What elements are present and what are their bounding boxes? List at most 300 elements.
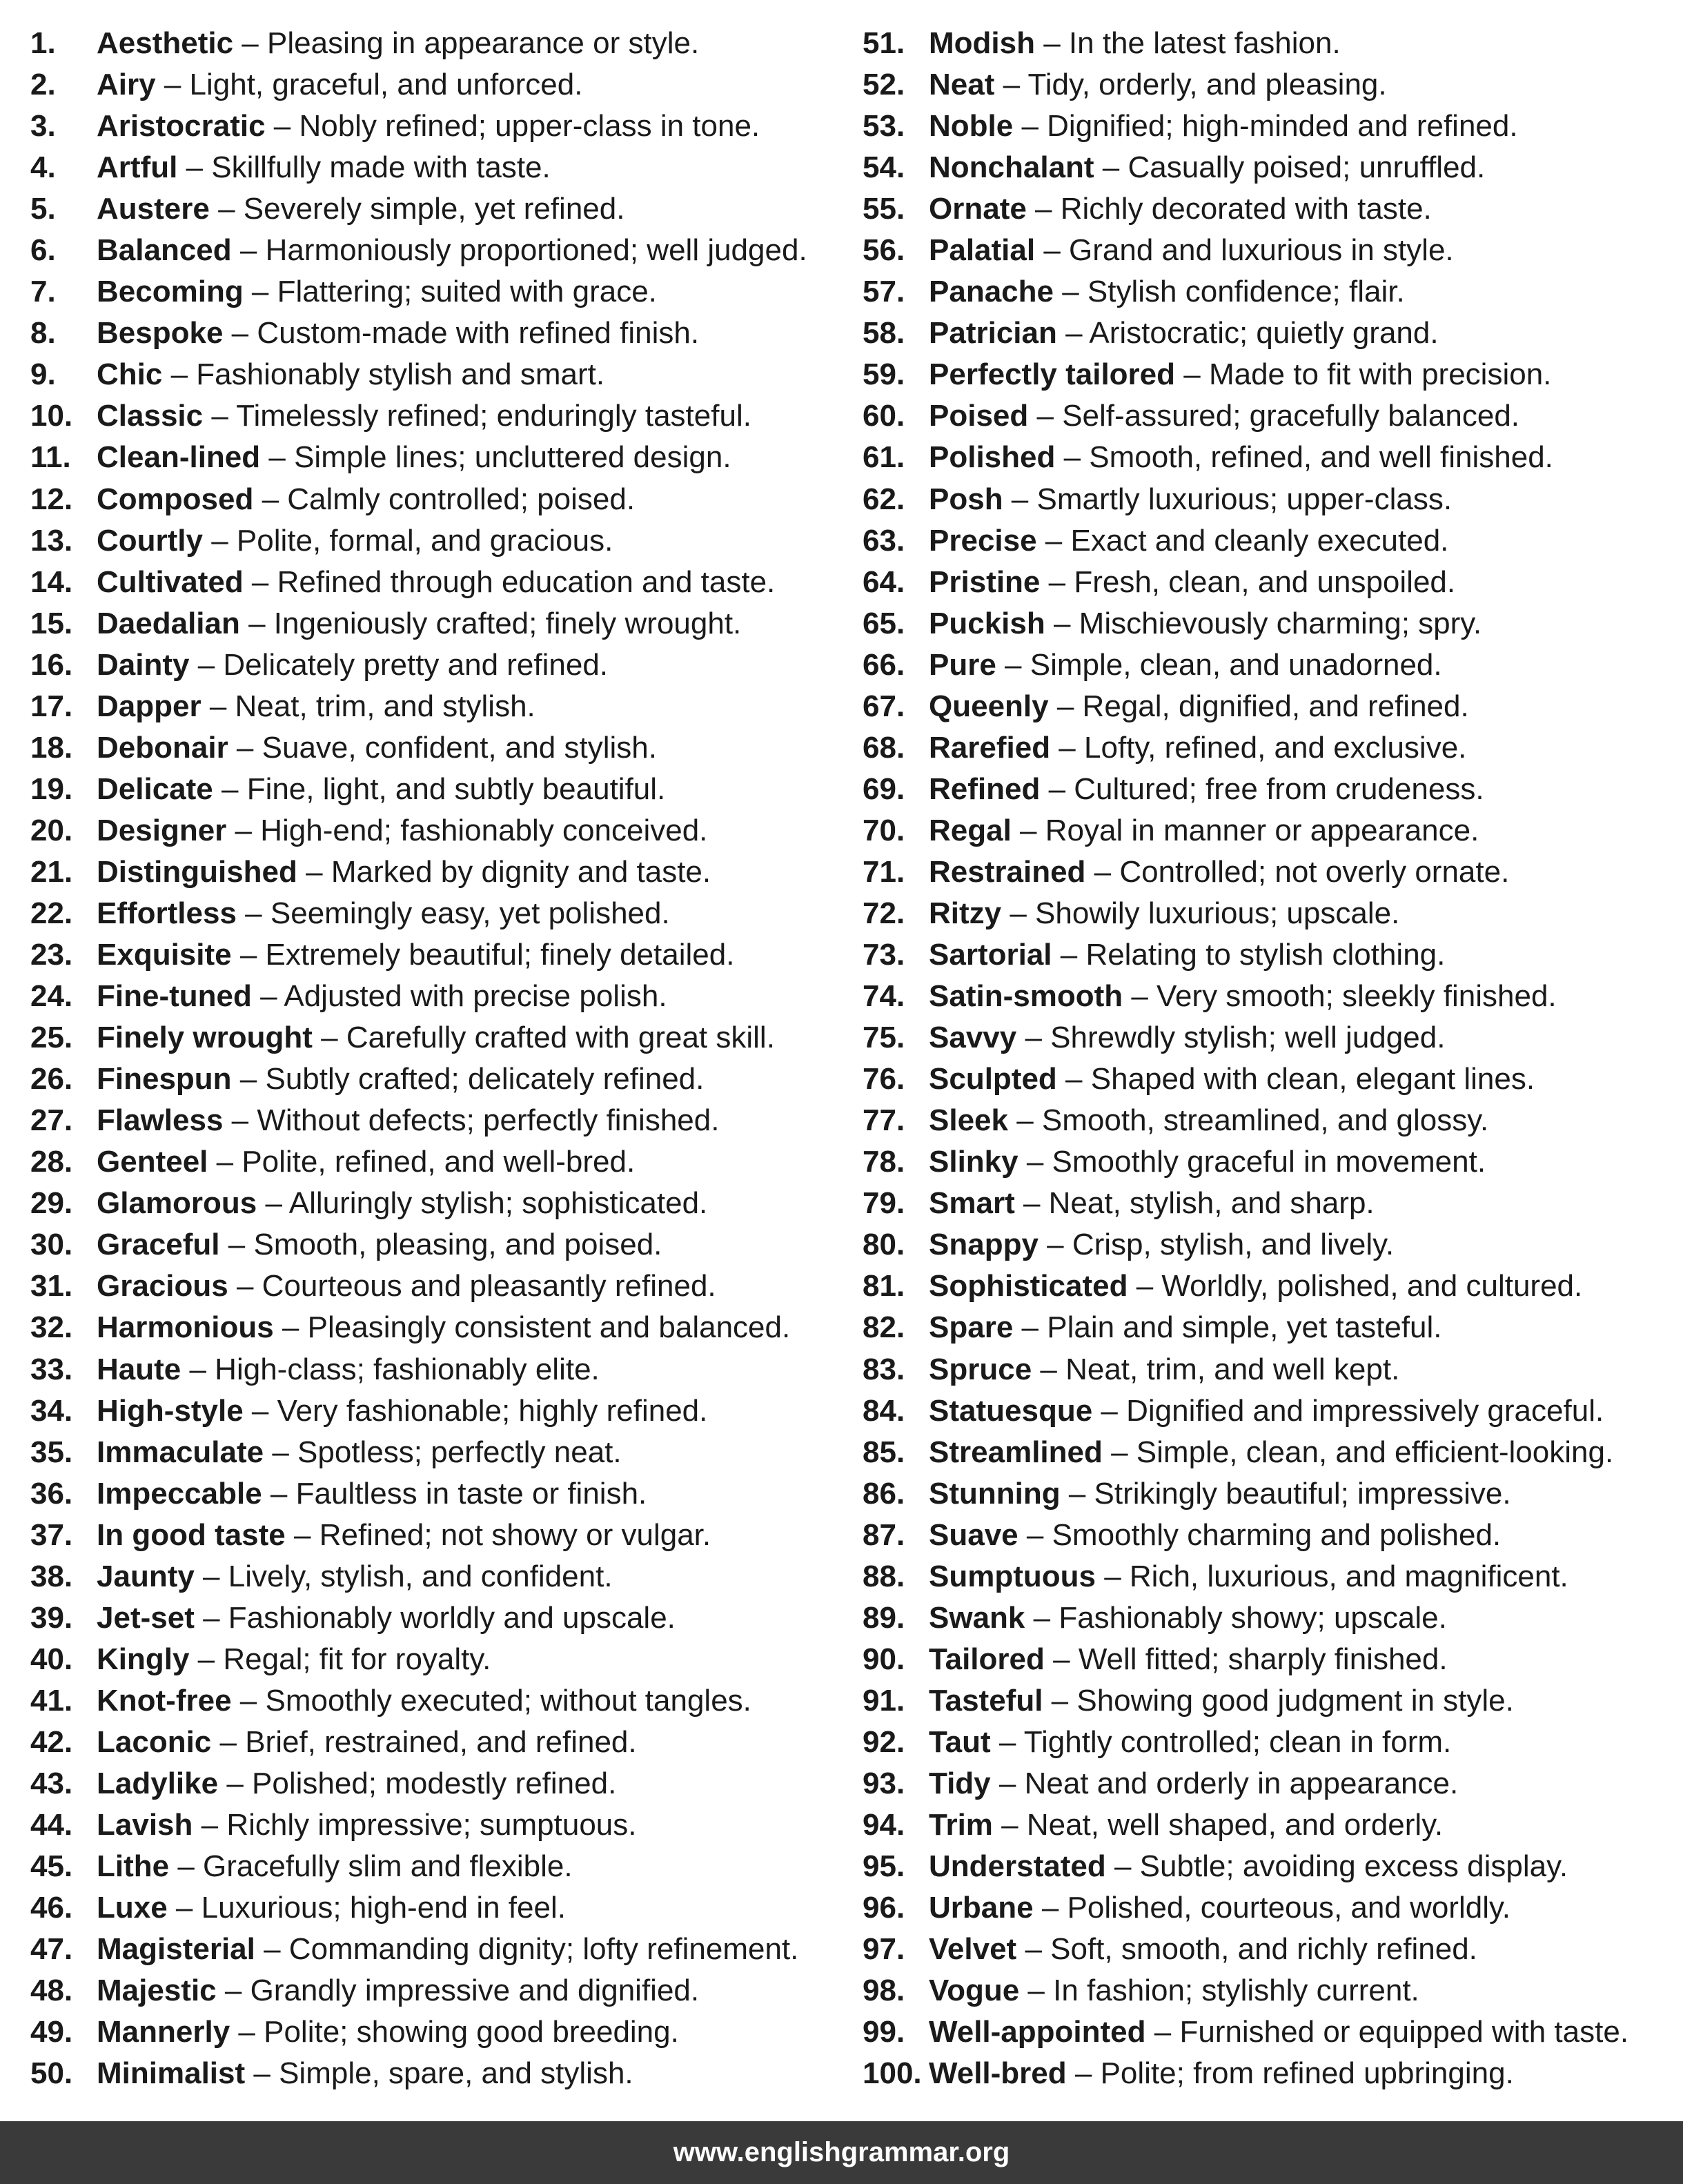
- item-word: Smart: [929, 1186, 1015, 1221]
- item-number: 77.: [863, 1103, 905, 1138]
- list-item: [863, 769, 1670, 810]
- item-dash: –: [1003, 482, 1037, 516]
- item-dash: –: [181, 1352, 215, 1386]
- item-definition: Courteous and pleasantly refined.: [262, 1269, 716, 1303]
- list-item: [30, 1639, 845, 1680]
- item-number: 75.: [863, 1021, 905, 1055]
- item-dash: –: [1045, 606, 1079, 640]
- item-definition: Skillfully made with taste.: [211, 150, 551, 185]
- item-definition: Simple lines; uncluttered design.: [294, 440, 731, 475]
- list-item: [30, 976, 845, 1017]
- item-text: [929, 1887, 1510, 1929]
- item-dash: –: [211, 1724, 246, 1759]
- item-definition: High-end; fashionably conceived.: [260, 813, 708, 847]
- item-definition: High-class; fashionably elite.: [215, 1352, 600, 1386]
- item-word: Mannerly: [97, 2015, 230, 2049]
- item-text: [97, 1556, 613, 1597]
- item-number: 24.: [30, 979, 73, 1014]
- item-definition: Richly impressive; sumptuous.: [226, 1808, 637, 1842]
- list-item: [863, 313, 1670, 354]
- list-item: [863, 1639, 1670, 1680]
- item-word: Minimalist: [97, 2056, 246, 2091]
- item-word: Velvet: [929, 1932, 1017, 1967]
- item-dash: –: [231, 1062, 266, 1096]
- item-dash: –: [1013, 109, 1047, 144]
- list-item: [30, 1515, 845, 1556]
- item-word: Pristine: [929, 564, 1041, 599]
- item-definition: Controlled; not overly ornate.: [1119, 854, 1510, 889]
- item-number: 25.: [30, 1021, 73, 1055]
- item-text: [97, 1017, 775, 1059]
- item-number: 80.: [863, 1228, 905, 1262]
- list-item: [863, 1266, 1670, 1307]
- item-dash: –: [251, 979, 284, 1014]
- list-item: [30, 313, 845, 354]
- item-text: [929, 934, 1445, 976]
- item-number: 81.: [863, 1269, 905, 1303]
- item-text: [929, 1349, 1399, 1390]
- item-dash: –: [994, 68, 1028, 102]
- item-word: Bespoke: [97, 316, 224, 351]
- item-definition: Exact and cleanly executed.: [1070, 523, 1449, 558]
- item-text: [929, 1183, 1375, 1224]
- word-list-right-column: [863, 23, 1670, 2094]
- item-text: [97, 1473, 647, 1515]
- list-item: [863, 1970, 1670, 2011]
- item-definition: Showily luxurious; upscale.: [1035, 896, 1400, 930]
- list-item: [863, 1722, 1670, 1763]
- item-number: 38.: [30, 1559, 73, 1593]
- item-definition: Commanding dignity; lofty refinement.: [288, 1932, 799, 1967]
- item-definition: Soft, smooth, and richly refined.: [1050, 1932, 1477, 1967]
- item-text: [929, 1266, 1582, 1307]
- list-item: [863, 1556, 1670, 1597]
- item-number: 67.: [863, 689, 905, 723]
- item-dash: –: [1128, 1269, 1162, 1303]
- item-text: [97, 727, 657, 769]
- item-number: 15.: [30, 606, 73, 640]
- item-word: Daedalian: [97, 606, 240, 640]
- item-word: Sumptuous: [929, 1559, 1096, 1593]
- item-word: Tasteful: [929, 1683, 1043, 1718]
- item-definition: Gracefully slim and flexible.: [203, 1849, 573, 1884]
- item-number: 49.: [30, 2015, 73, 2049]
- item-text: [929, 395, 1519, 437]
- list-item: [30, 1224, 845, 1266]
- item-dash: –: [155, 68, 190, 102]
- item-number: 20.: [30, 813, 73, 847]
- item-number: 93.: [863, 1766, 905, 1800]
- item-number: 55.: [863, 192, 905, 226]
- item-definition: Fashionably stylish and smart.: [196, 357, 605, 392]
- item-definition: Self-assured; gracefully balanced.: [1062, 399, 1520, 433]
- list-item: [863, 1804, 1670, 1846]
- item-dash: –: [1014, 1186, 1049, 1221]
- item-number: 13.: [30, 523, 73, 558]
- list-item: [30, 1929, 845, 1970]
- item-text: [97, 271, 657, 313]
- item-text: [929, 1763, 1458, 1804]
- item-number: 57.: [863, 275, 905, 309]
- footer-website-url: www.englishgrammar.org: [673, 2137, 1010, 2167]
- item-word: Tidy: [929, 1766, 991, 1800]
- list-item: [863, 188, 1670, 230]
- item-definition: Subtle; avoiding excess display.: [1139, 1849, 1568, 1884]
- item-text: [929, 1017, 1445, 1059]
- list-item: [863, 2011, 1670, 2053]
- item-definition: Casually poised; unruffled.: [1128, 150, 1486, 185]
- item-word: Sophisticated: [929, 1269, 1128, 1303]
- item-text: [929, 1307, 1442, 1348]
- list-item: [30, 1390, 845, 1432]
- item-dash: –: [992, 1808, 1027, 1842]
- item-dash: –: [1035, 233, 1070, 268]
- item-text: [97, 1515, 711, 1556]
- item-dash: –: [1040, 564, 1074, 599]
- item-definition: Very smooth; sleekly finished.: [1157, 979, 1557, 1014]
- item-definition: Smoothly charming and polished.: [1052, 1517, 1502, 1552]
- list-item: [30, 1141, 845, 1183]
- item-text: [929, 1970, 1419, 2011]
- item-dash: –: [1034, 26, 1069, 60]
- item-dash: –: [1048, 689, 1083, 723]
- item-word: Posh: [929, 482, 1003, 516]
- item-dash: –: [201, 689, 235, 723]
- item-text: [929, 1556, 1568, 1597]
- item-number: 84.: [863, 1393, 905, 1428]
- list-item: [863, 2053, 1670, 2094]
- item-word: Poised: [929, 399, 1029, 433]
- item-definition: Lofty, refined, and exclusive.: [1084, 730, 1467, 765]
- item-word: In good taste: [97, 1517, 286, 1552]
- item-definition: Royal in manner or appearance.: [1045, 813, 1479, 847]
- item-text: [929, 562, 1455, 603]
- item-number: 7.: [30, 275, 56, 309]
- item-word: Majestic: [97, 1974, 217, 2008]
- list-item: [863, 106, 1670, 147]
- item-dash: –: [239, 606, 274, 640]
- item-number: 14.: [30, 564, 73, 599]
- item-word: Swank: [929, 1600, 1025, 1635]
- item-word: Rarefied: [929, 730, 1051, 765]
- item-number: 47.: [30, 1932, 73, 1967]
- item-word: Sartorial: [929, 938, 1052, 972]
- item-dash: –: [1026, 192, 1061, 226]
- item-dash: –: [189, 647, 224, 682]
- item-number: 18.: [30, 730, 73, 765]
- item-dash: –: [208, 1145, 242, 1179]
- item-number: 46.: [30, 1891, 73, 1925]
- item-text: [97, 395, 751, 437]
- item-dash: –: [243, 564, 277, 599]
- item-text: [929, 1722, 1451, 1763]
- item-dash: –: [1105, 1849, 1140, 1884]
- item-number: 54.: [863, 150, 905, 185]
- item-definition: Brief, restrained, and refined.: [245, 1724, 637, 1759]
- item-definition: Smartly luxurious; upper-class.: [1036, 482, 1453, 516]
- item-definition: Polite, formal, and gracious.: [236, 523, 613, 558]
- item-dash: –: [1018, 1145, 1052, 1179]
- item-number: 74.: [863, 979, 905, 1014]
- list-item: [30, 645, 845, 686]
- item-definition: Simple, clean, and unadorned.: [1030, 647, 1442, 682]
- item-number: 71.: [863, 854, 905, 889]
- list-item: [30, 1432, 845, 1473]
- item-text: [97, 686, 535, 727]
- item-number: 60.: [863, 399, 905, 433]
- item-word: Restrained: [929, 854, 1086, 889]
- item-text: [97, 1597, 676, 1639]
- item-number: 22.: [30, 896, 73, 930]
- item-dash: –: [253, 482, 288, 516]
- item-dash: –: [1175, 357, 1209, 392]
- list-item: [863, 1349, 1670, 1390]
- item-word: Becoming: [97, 275, 244, 309]
- item-word: Streamlined: [929, 1435, 1103, 1469]
- item-definition: Pleasing in appearance or style.: [267, 26, 700, 60]
- item-number: 28.: [30, 1145, 73, 1179]
- item-text: [97, 934, 734, 976]
- item-text: [97, 520, 613, 562]
- item-number: 98.: [863, 1974, 905, 2008]
- item-word: Snappy: [929, 1228, 1039, 1262]
- list-item: [863, 271, 1670, 313]
- item-number: 56.: [863, 233, 905, 268]
- list-item: [30, 1804, 845, 1846]
- item-number: 2.: [30, 68, 56, 102]
- item-dash: –: [1066, 2056, 1101, 2091]
- list-item: [863, 23, 1670, 64]
- item-word: Urbane: [929, 1891, 1034, 1925]
- item-text: [97, 1763, 616, 1804]
- item-dash: –: [255, 1932, 289, 1967]
- list-item: [863, 1680, 1670, 1722]
- item-dash: –: [1033, 1891, 1067, 1925]
- item-dash: –: [1050, 730, 1084, 765]
- item-number: 37.: [30, 1517, 73, 1552]
- item-text: [97, 23, 699, 64]
- list-item: [863, 810, 1670, 852]
- item-word: Nonchalant: [929, 150, 1094, 185]
- list-item: [863, 934, 1670, 976]
- list-item: [863, 645, 1670, 686]
- item-word: Jaunty: [97, 1559, 195, 1593]
- list-item: [863, 1390, 1670, 1432]
- item-definition: Regal; fit for royalty.: [223, 1642, 491, 1676]
- item-dash: –: [285, 1517, 319, 1552]
- item-number: 73.: [863, 938, 905, 972]
- item-number: 17.: [30, 689, 73, 723]
- item-number: 8.: [30, 316, 56, 351]
- item-text: [929, 2053, 1514, 2094]
- list-item: [30, 893, 845, 934]
- list-item: [863, 147, 1670, 188]
- item-text: [929, 106, 1518, 147]
- item-text: [929, 1929, 1477, 1970]
- item-word: Understated: [929, 1849, 1106, 1884]
- list-item: [30, 562, 845, 603]
- item-number: 68.: [863, 730, 905, 765]
- item-dash: –: [236, 896, 270, 930]
- list-item: [30, 1100, 845, 1141]
- item-text: [929, 147, 1485, 188]
- item-number: 66.: [863, 647, 905, 682]
- item-word: Suave: [929, 1517, 1018, 1552]
- item-dash: –: [1085, 854, 1120, 889]
- item-text: [97, 1390, 707, 1432]
- item-number: 82.: [863, 1310, 905, 1345]
- item-word: Slinky: [929, 1145, 1018, 1179]
- item-dash: –: [216, 1974, 250, 2008]
- list-item: [863, 395, 1670, 437]
- item-definition: Plain and simple, yet tasteful.: [1047, 1310, 1442, 1345]
- list-item: [863, 437, 1670, 478]
- item-dash: –: [162, 357, 197, 392]
- item-dash: –: [1043, 1683, 1077, 1718]
- list-item: [30, 64, 845, 106]
- item-text: [97, 769, 665, 810]
- list-item: [30, 852, 845, 893]
- item-text: [97, 147, 551, 188]
- item-word: Savvy: [929, 1021, 1017, 1055]
- item-definition: Subtly crafted; delicately refined.: [265, 1062, 705, 1096]
- item-word: Tailored: [929, 1642, 1045, 1676]
- item-definition: Furnished or equipped with taste.: [1179, 2015, 1629, 2049]
- item-text: [97, 810, 707, 852]
- item-dash: –: [213, 771, 247, 806]
- item-word: Luxe: [97, 1891, 168, 1925]
- list-item: [863, 354, 1670, 395]
- list-item: [30, 1183, 845, 1224]
- item-dash: –: [260, 440, 295, 475]
- item-definition: Smooth, pleasing, and poised.: [253, 1228, 662, 1262]
- list-item: [863, 976, 1670, 1017]
- item-definition: Nobly refined; upper-class in tone.: [299, 109, 760, 144]
- item-word: Harmonious: [97, 1310, 274, 1345]
- item-definition: Dignified; high-minded and refined.: [1047, 109, 1518, 144]
- item-dash: –: [1056, 1062, 1091, 1096]
- item-word: Palatial: [929, 233, 1036, 268]
- item-text: [929, 1390, 1604, 1432]
- item-definition: Rich, luxurious, and magnificent.: [1129, 1559, 1568, 1593]
- item-dash: –: [262, 1476, 296, 1511]
- footer-website-banner: [0, 2121, 1683, 2184]
- item-number: 87.: [863, 1517, 905, 1552]
- list-item: [30, 727, 845, 769]
- item-number: 88.: [863, 1559, 905, 1593]
- item-dash: –: [257, 1186, 289, 1221]
- item-text: [929, 727, 1466, 769]
- item-text: [929, 64, 1387, 106]
- list-item: [30, 106, 845, 147]
- item-text: [929, 810, 1479, 852]
- item-text: [929, 271, 1405, 313]
- item-number: 83.: [863, 1352, 905, 1386]
- item-number: 63.: [863, 523, 905, 558]
- item-definition: Stylish confidence; flair.: [1087, 275, 1405, 309]
- item-word: Delicate: [97, 771, 213, 806]
- list-item: [863, 1929, 1670, 1970]
- list-item: [863, 727, 1670, 769]
- item-number: 85.: [863, 1435, 905, 1469]
- item-definition: Light, graceful, and unforced.: [189, 68, 583, 102]
- item-text: [97, 64, 582, 106]
- item-number: 50.: [30, 2056, 73, 2091]
- item-text: [97, 354, 604, 395]
- list-item: [30, 1059, 845, 1100]
- word-list-left-column: [30, 23, 845, 2094]
- list-item: [863, 1059, 1670, 1100]
- item-word: Haute: [97, 1352, 181, 1386]
- item-word: Precise: [929, 523, 1037, 558]
- item-word: Spare: [929, 1310, 1014, 1345]
- item-word: Debonair: [97, 730, 228, 765]
- item-definition: Fine, light, and subtly beautiful.: [246, 771, 666, 806]
- list-item: [863, 1183, 1670, 1224]
- item-dash: –: [1053, 275, 1087, 309]
- item-dash: –: [1094, 150, 1128, 185]
- item-definition: Calmly controlled; poised.: [287, 482, 636, 516]
- item-definition: Polite; showing good breeding.: [264, 2015, 679, 2049]
- item-number: 19.: [30, 771, 73, 806]
- item-dash: –: [194, 1559, 228, 1593]
- list-item: [863, 1224, 1670, 1266]
- list-item: [863, 893, 1670, 934]
- list-item: [863, 1141, 1670, 1183]
- item-word: Well-appointed: [929, 2015, 1146, 2049]
- item-text: [97, 1970, 699, 2011]
- item-definition: Well fitted; sharply finished.: [1078, 1642, 1448, 1676]
- item-definition: Cultured; free from crudeness.: [1074, 771, 1484, 806]
- item-word: Graceful: [97, 1228, 220, 1262]
- item-dash: –: [177, 150, 212, 185]
- item-text: [97, 1804, 637, 1846]
- item-word: Regal: [929, 813, 1012, 847]
- item-definition: Neat, trim, and well kept.: [1065, 1352, 1400, 1386]
- item-number: 23.: [30, 938, 73, 972]
- item-definition: Smoothly executed; without tangles.: [265, 1683, 751, 1718]
- item-dash: –: [265, 109, 299, 144]
- item-definition: Shaped with clean, elegant lines.: [1090, 1062, 1535, 1096]
- item-definition: Tidy, orderly, and pleasing.: [1027, 68, 1387, 102]
- item-definition: Fashionably showy; upscale.: [1059, 1600, 1447, 1635]
- item-number: 34.: [30, 1393, 73, 1428]
- item-text: [97, 852, 711, 893]
- item-word: Knot-free: [97, 1683, 232, 1718]
- item-dash: –: [209, 192, 244, 226]
- item-number: 35.: [30, 1435, 73, 1469]
- item-number: 36.: [30, 1476, 73, 1511]
- item-text: [929, 479, 1452, 520]
- list-item: [30, 2011, 845, 2053]
- item-number: 6.: [30, 233, 56, 268]
- item-definition: Relating to stylish clothing.: [1085, 938, 1446, 972]
- item-definition: Very fashionable; highly refined.: [277, 1393, 708, 1428]
- item-definition: Ingeniously crafted; finely wrought.: [273, 606, 742, 640]
- item-dash: –: [1001, 896, 1036, 930]
- list-item: [30, 769, 845, 810]
- item-definition: Made to fit with precision.: [1208, 357, 1552, 392]
- item-number: 79.: [863, 1186, 905, 1221]
- item-dash: –: [1025, 1600, 1059, 1635]
- item-word: Designer: [97, 813, 227, 847]
- item-definition: Fashionably worldly and upscale.: [228, 1600, 676, 1635]
- item-text: [929, 852, 1509, 893]
- item-dash: –: [1145, 2015, 1180, 2049]
- item-dash: –: [231, 1683, 266, 1718]
- item-word: Balanced: [97, 233, 232, 268]
- item-word: Lithe: [97, 1849, 170, 1884]
